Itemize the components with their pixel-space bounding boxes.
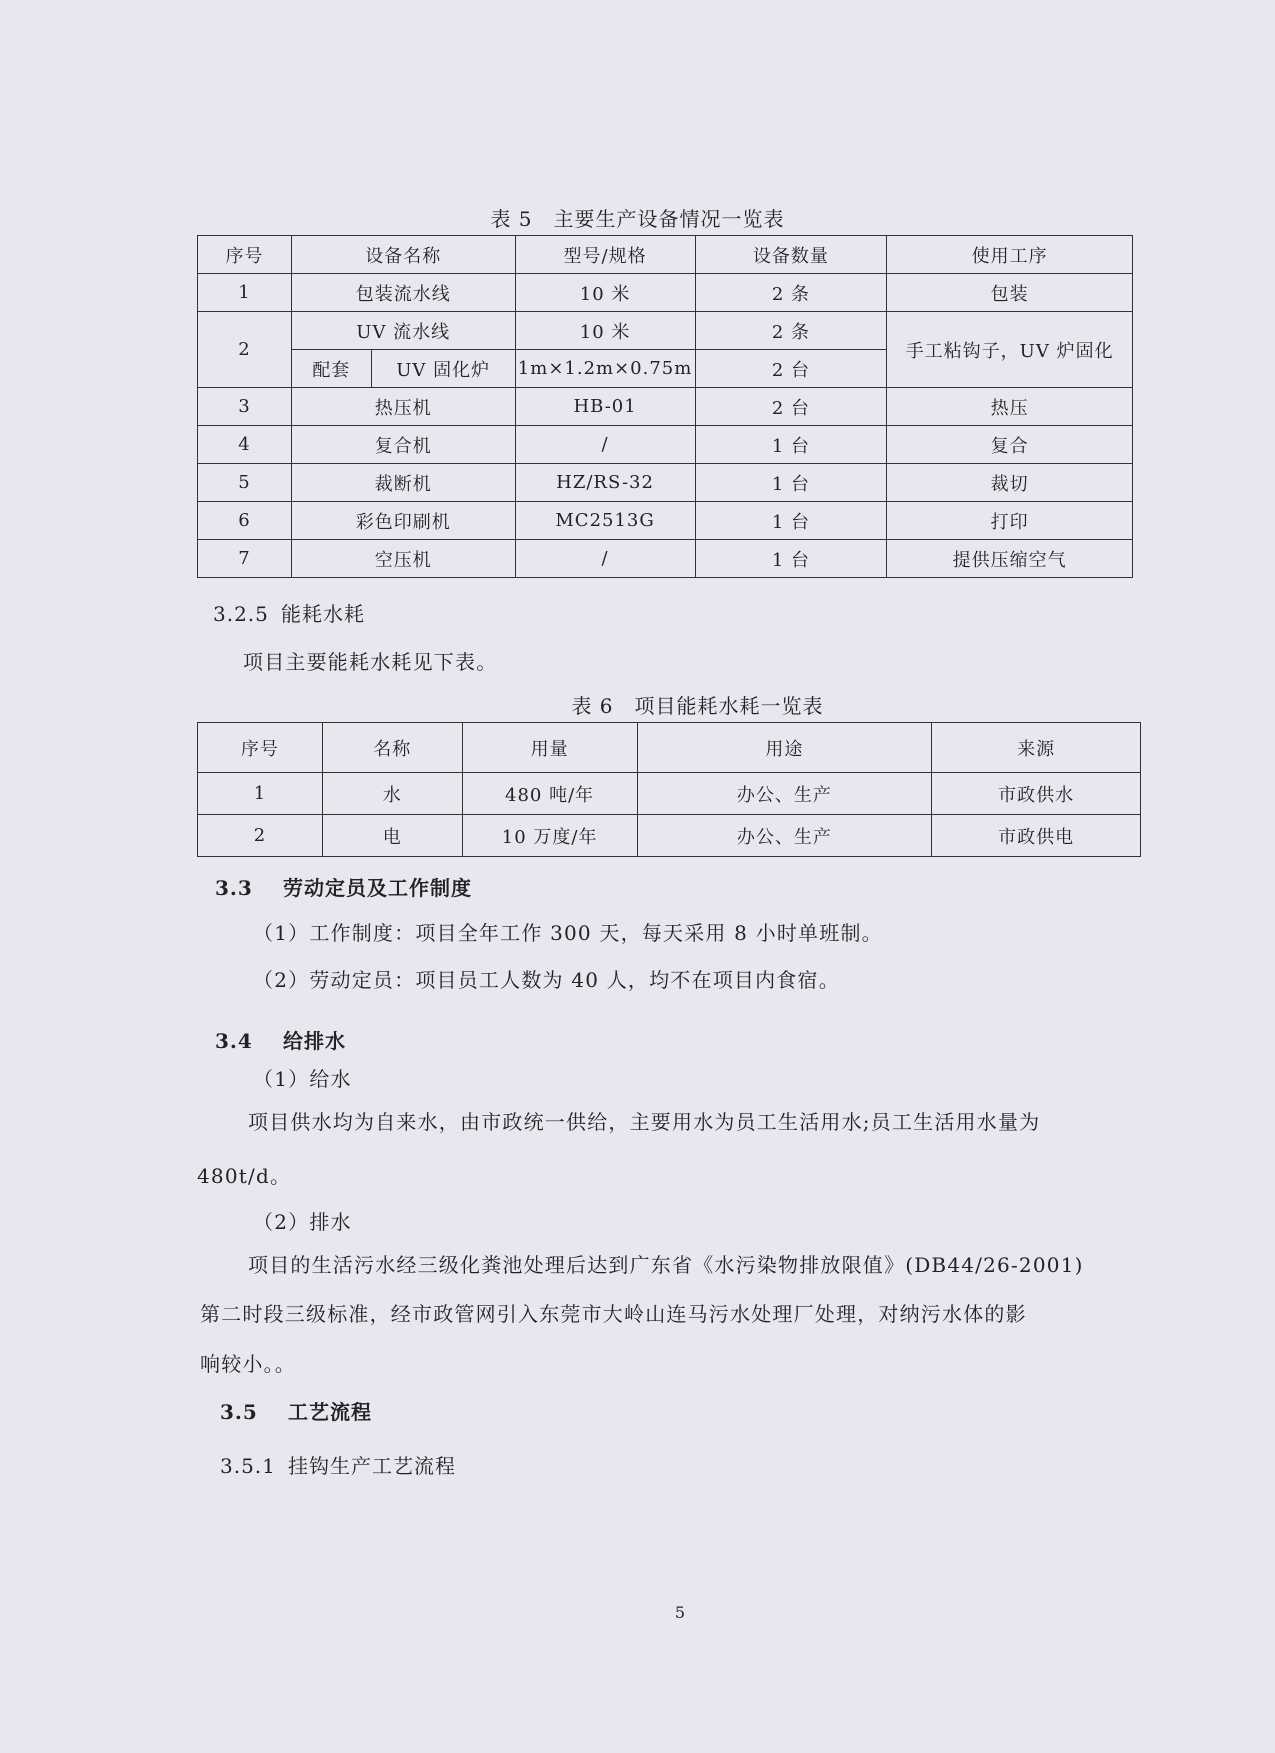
header-cell: 设备数量 bbox=[695, 236, 887, 274]
table-row bbox=[198, 502, 1133, 540]
cell-use: 裁切 bbox=[887, 464, 1133, 502]
cell-qty: 1 台 bbox=[695, 502, 887, 540]
cell-name: 水 bbox=[322, 773, 462, 815]
section-33-item-1: （1）工作制度：项目全年工作 300 天，每天采用 8 小时单班制。 bbox=[253, 921, 883, 945]
water-supply-line-1: 项目供水均为自来水，由市政统一供给，主要用水为员工生活用水;员工生活用水量为 bbox=[248, 1110, 1041, 1134]
cell-name: 空压机 bbox=[291, 540, 515, 578]
table-row bbox=[198, 815, 1141, 857]
cell-use: 手工粘钩子，UV 炉固化 bbox=[887, 312, 1133, 388]
cell-name: 复合机 bbox=[291, 426, 515, 464]
section-351-heading bbox=[220, 1450, 456, 1479]
table-row bbox=[198, 464, 1133, 502]
cell-qty: 1 台 bbox=[695, 540, 887, 578]
section-number: 3.3 bbox=[215, 876, 253, 900]
table-row bbox=[198, 312, 1133, 350]
section-33-item-2: （2）劳动定员：项目员工人数为 40 人，均不在项目内食宿。 bbox=[253, 968, 840, 992]
section-35-heading bbox=[220, 1396, 372, 1425]
cell-sub-prefix: 配套 bbox=[291, 350, 371, 388]
drainage-line-2: 第二时段三级标准，经市政管网引入东莞市大岭山连马污水处理厂处理，对纳污水体的影 bbox=[200, 1302, 1027, 1326]
cell-qty: 1 台 bbox=[695, 464, 887, 502]
section-number: 3.2.5 bbox=[213, 602, 269, 626]
cell-amount: 480 吨/年 bbox=[462, 773, 637, 815]
section-325-text: 项目主要能耗水耗见下表。 bbox=[243, 650, 498, 674]
table5-caption: 表 5 主要生产设备情况一览表 bbox=[490, 207, 785, 231]
water-supply-label: （1）给水 bbox=[253, 1067, 352, 1091]
table-row bbox=[198, 426, 1133, 464]
cell-name: UV 流水线 bbox=[291, 312, 515, 350]
cell-no: 6 bbox=[198, 502, 292, 540]
header-cell: 用途 bbox=[637, 723, 932, 773]
table-row bbox=[198, 388, 1133, 426]
table-row bbox=[198, 773, 1141, 815]
cell-model: HZ/RS-32 bbox=[515, 464, 695, 502]
cell-no: 1 bbox=[198, 773, 323, 815]
section-325-heading bbox=[213, 598, 365, 627]
header-cell: 来源 bbox=[932, 723, 1141, 773]
cell-no: 2 bbox=[198, 815, 323, 857]
cell-use: 包装 bbox=[887, 274, 1133, 312]
cell-source: 市政供水 bbox=[932, 773, 1141, 815]
section-number: 3.4 bbox=[215, 1029, 253, 1053]
cell-model: HB-01 bbox=[515, 388, 695, 426]
cell-qty: 2 条 bbox=[695, 274, 887, 312]
cell-qty: 2 台 bbox=[695, 388, 887, 426]
cell-use: 复合 bbox=[887, 426, 1133, 464]
cell-name: 电 bbox=[322, 815, 462, 857]
cell-use: 热压 bbox=[887, 388, 1133, 426]
cell-no: 7 bbox=[198, 540, 292, 578]
cell-use: 办公、生产 bbox=[637, 773, 932, 815]
cell-use: 打印 bbox=[887, 502, 1133, 540]
header-cell: 序号 bbox=[198, 723, 323, 773]
cell-qty: 1 台 bbox=[695, 426, 887, 464]
table-header-row bbox=[198, 236, 1133, 274]
cell-model: MC2513G bbox=[515, 502, 695, 540]
cell-amount: 10 万度/年 bbox=[462, 815, 637, 857]
cell-no: 4 bbox=[198, 426, 292, 464]
drainage-line-3: 响较小。。 bbox=[200, 1352, 296, 1376]
cell-sub-name: UV 固化炉 bbox=[371, 350, 515, 388]
section-title: 挂钩生产工艺流程 bbox=[288, 1454, 456, 1478]
section-number: 3.5.1 bbox=[220, 1454, 276, 1478]
cell-sub-model: 1m×1.2m×0.75m bbox=[515, 350, 695, 388]
table-row bbox=[198, 274, 1133, 312]
cell-use: 办公、生产 bbox=[637, 815, 932, 857]
drainage-line-1: 项目的生活污水经三级化粪池处理后达到广东省《水污染物排放限值》(DB44/26-2001) bbox=[248, 1253, 1084, 1277]
header-cell: 序号 bbox=[198, 236, 292, 274]
cell-sub-qty: 2 台 bbox=[695, 350, 887, 388]
cell-no: 3 bbox=[198, 388, 292, 426]
table6 bbox=[197, 722, 1141, 857]
table6-caption: 表 6 项目能耗水耗一览表 bbox=[571, 694, 824, 718]
section-title: 劳动定员及工作制度 bbox=[283, 876, 472, 900]
section-34-heading bbox=[215, 1025, 346, 1054]
header-cell: 用量 bbox=[462, 723, 637, 773]
cell-model: 10 米 bbox=[515, 312, 695, 350]
table-row bbox=[198, 540, 1133, 578]
header-cell: 名称 bbox=[322, 723, 462, 773]
cell-qty: 2 条 bbox=[695, 312, 887, 350]
cell-use: 提供压缩空气 bbox=[887, 540, 1133, 578]
table5 bbox=[197, 235, 1133, 578]
cell-source: 市政供电 bbox=[932, 815, 1141, 857]
section-number: 3.5 bbox=[220, 1400, 258, 1424]
cell-no: 5 bbox=[198, 464, 292, 502]
drainage-label: （2）排水 bbox=[253, 1210, 352, 1234]
cell-name: 裁断机 bbox=[291, 464, 515, 502]
cell-name: 包装流水线 bbox=[291, 274, 515, 312]
water-supply-line-2: 480t/d。 bbox=[197, 1164, 292, 1188]
cell-name: 彩色印刷机 bbox=[291, 502, 515, 540]
header-cell: 型号/规格 bbox=[515, 236, 695, 274]
cell-name: 热压机 bbox=[291, 388, 515, 426]
cell-model: / bbox=[515, 540, 695, 578]
cell-model: 10 米 bbox=[515, 274, 695, 312]
section-33-heading bbox=[215, 872, 472, 901]
header-cell: 设备名称 bbox=[291, 236, 515, 274]
section-title: 能耗水耗 bbox=[281, 602, 365, 626]
cell-model: / bbox=[515, 426, 695, 464]
table-header-row bbox=[198, 723, 1141, 773]
header-cell: 使用工序 bbox=[887, 236, 1133, 274]
cell-no: 1 bbox=[198, 274, 292, 312]
section-title: 工艺流程 bbox=[288, 1400, 372, 1424]
page-number: 5 bbox=[674, 1603, 686, 1622]
section-title: 给排水 bbox=[283, 1029, 346, 1053]
cell-no: 2 bbox=[198, 312, 292, 388]
